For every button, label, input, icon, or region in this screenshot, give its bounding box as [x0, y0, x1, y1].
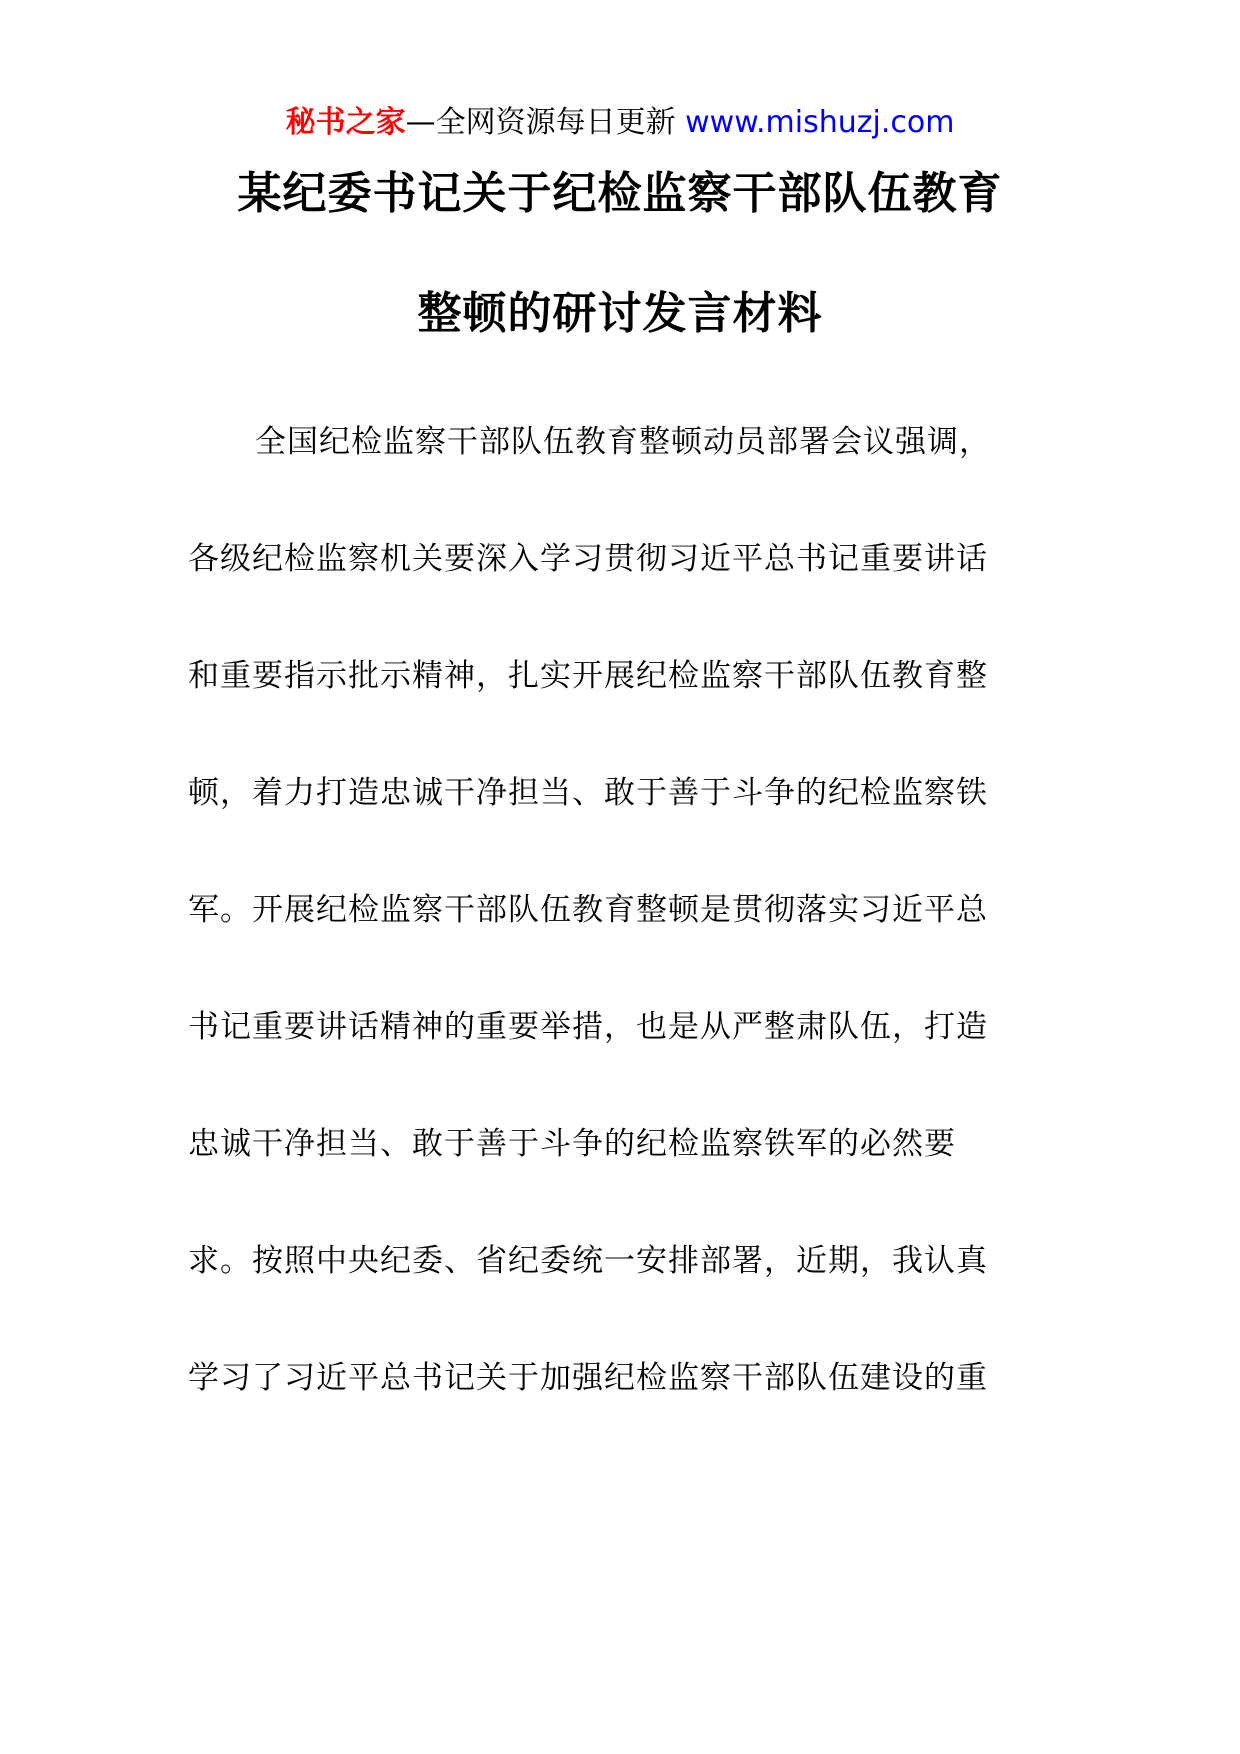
site-url-link[interactable]: www.mishuzj.com — [685, 105, 955, 140]
document-title-line-2: 整顿的研讨发言材料 — [417, 288, 823, 339]
body-paragraph-line-9: 学习了习近平总书记关于加强纪检监察干部队伍建设的重 — [188, 1360, 988, 1396]
body-paragraph-line-5: 军。开展纪检监察干部队伍教育整顿是贯彻落实习近平总 — [188, 892, 988, 928]
body-paragraph-line-8: 求。按照中央纪委、省纪委统一安排部署，近期，我认真 — [188, 1243, 988, 1279]
body-paragraph-line-1: 全国纪检监察干部队伍教育整顿动员部署会议强调， — [255, 424, 991, 460]
document-title-line-1: 某纪委书记关于纪检监察干部队伍教育 — [237, 168, 1003, 219]
header-slogan: —全网资源每日更新 — [405, 105, 686, 140]
body-paragraph-line-3: 和重要指示批示精神，扎实开展纪检监察干部队伍教育整 — [188, 658, 988, 694]
body-paragraph-line-6: 书记重要讲话精神的重要举措，也是从严整肃队伍，打造 — [188, 1009, 988, 1045]
header-banner — [0, 103, 1240, 143]
brand-name: 秘书之家 — [285, 105, 406, 140]
body-paragraph-line-4: 顿，着力打造忠诚干净担当、敢于善于斗争的纪检监察铁 — [188, 775, 988, 811]
body-paragraph-line-7: 忠诚干净担当、敢于善于斗争的纪检监察铁军的必然要 — [188, 1126, 956, 1162]
body-paragraph-line-2: 各级纪检监察机关要深入学习贯彻习近平总书记重要讲话 — [188, 541, 988, 577]
